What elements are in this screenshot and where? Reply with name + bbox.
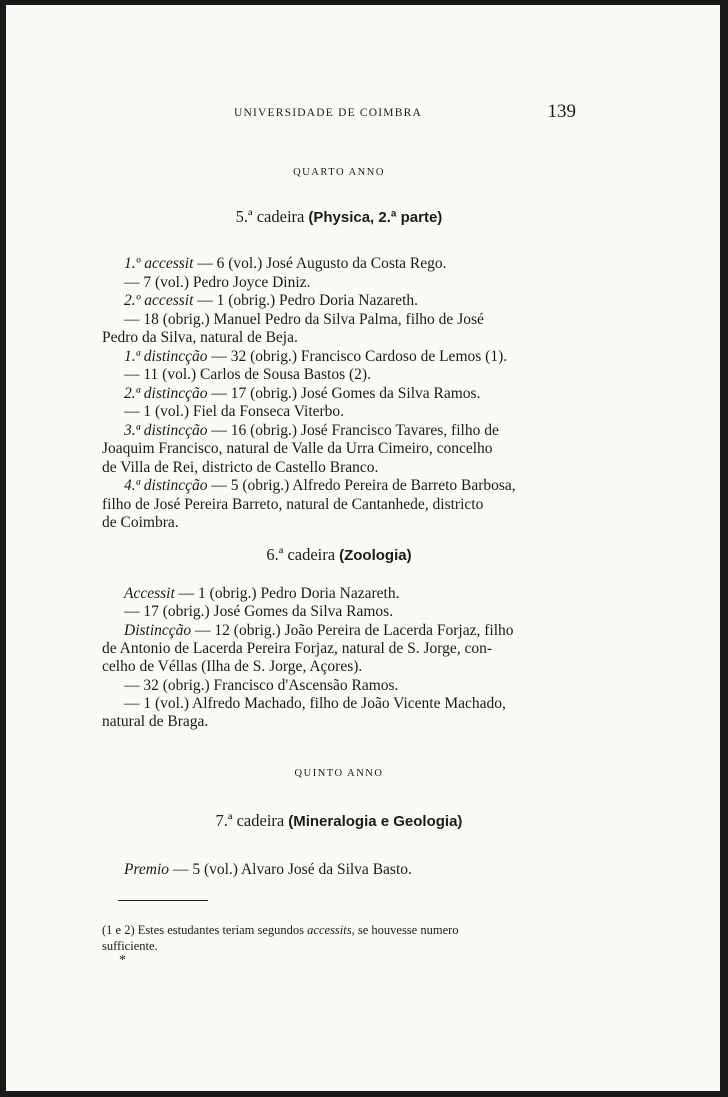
entry-rank: 2.º accessit bbox=[124, 292, 194, 309]
entry-line bbox=[102, 385, 576, 403]
entry-text: — 32 (obrig.) Francisco Cardoso de Lemos (1). bbox=[207, 347, 508, 365]
entry-text: — 12 (obrig.) João Pereira de Lacerda Forjaz, filho bbox=[191, 621, 514, 639]
year-heading-quinto: QUINTO ANNO bbox=[294, 768, 384, 779]
entry-rank: 2.ª distincção bbox=[124, 384, 208, 402]
entry-line bbox=[102, 329, 576, 347]
entry-line bbox=[102, 422, 576, 440]
entry-line bbox=[102, 658, 576, 676]
entry-rank: 4.ª distincção bbox=[124, 477, 208, 494]
cadeira-7-heading bbox=[102, 811, 576, 831]
cadeira-5-list bbox=[102, 255, 576, 535]
entry-text: — 32 (obrig.) Francisco d'Ascensão Ramos. bbox=[124, 676, 399, 694]
entry-text: — 1 (vol.) Fiel da Fonseca Viterbo. bbox=[124, 403, 345, 420]
entry-line bbox=[102, 292, 576, 310]
entry-line bbox=[102, 514, 576, 532]
page-number: 139 bbox=[547, 101, 576, 122]
entry-rank: Distincção bbox=[124, 621, 192, 639]
entry-line bbox=[102, 861, 576, 879]
signature-mark: * bbox=[119, 953, 126, 968]
footnote-text-a: (1 e 2) Estes estudantes teriam segundos bbox=[102, 923, 308, 937]
footnote-text-b: se houvesse numero bbox=[354, 923, 459, 937]
entry-text: filho de José Pereira Barreto, natural de Cantanhede, districto bbox=[102, 495, 484, 513]
entry-rank: Accessit bbox=[124, 585, 175, 602]
entry-text: de Antonio de Lacerda Pereira Forjaz, natural de S. Jorge, con- bbox=[102, 639, 493, 657]
entry-line bbox=[102, 640, 576, 658]
entry-line bbox=[102, 366, 576, 384]
entry-line bbox=[102, 496, 576, 514]
footnote-line-1 bbox=[102, 923, 576, 938]
entry-text: — 1 (vol.) Alfredo Machado, filho de João Vicente Machado, bbox=[124, 694, 506, 712]
entry-text: de Villa de Rei, districto de Castello Branco. bbox=[102, 458, 379, 476]
entry-text: — 5 (vol.) Alvaro José da Silva Basto. bbox=[169, 861, 412, 878]
entry-text: — 17 (obrig.) José Gomes da Silva Ramos. bbox=[124, 603, 394, 621]
footnote-emphasis: accessits, bbox=[307, 923, 355, 937]
entry-text: — 1 (obrig.) Pedro Doria Nazareth. bbox=[174, 585, 400, 602]
entry-line bbox=[102, 311, 576, 329]
entry-line bbox=[102, 440, 576, 458]
entry-text: — 6 (vol.) José Augusto da Costa Rego. bbox=[193, 255, 447, 272]
footnote-line-2: sufficiente. bbox=[102, 939, 158, 953]
cadeira-5-label: 5.ª cadeira bbox=[235, 207, 305, 226]
entry-text: — 18 (obrig.) Manuel Pedro da Silva Palma, filho de José bbox=[124, 310, 484, 328]
entry-rank: 1.ª distincção bbox=[124, 347, 208, 365]
entry-line bbox=[102, 677, 576, 695]
entry-rank: 1.º accessit bbox=[124, 255, 194, 272]
entry-rank: Premio bbox=[124, 861, 170, 878]
entry-text: — 17 (obrig.) José Gomes da Silva Ramos. bbox=[207, 384, 481, 402]
cadeira-5-heading bbox=[102, 207, 576, 227]
cadeira-6-list bbox=[102, 585, 576, 745]
entry-line bbox=[102, 255, 576, 273]
entry-line bbox=[102, 403, 576, 421]
entry-text: — 11 (vol.) Carlos de Sousa Bastos (2). bbox=[124, 366, 371, 383]
cadeira-6-label: 6.ª cadeira bbox=[266, 545, 336, 564]
entry-line bbox=[102, 713, 576, 731]
entry-rank: 3.ª distincção bbox=[124, 421, 208, 439]
cadeira-7-subject: (Mineralogia e Geologia) bbox=[288, 813, 463, 830]
entry-line bbox=[102, 695, 576, 713]
entry-text: de Coimbra. bbox=[102, 514, 179, 531]
entry-text: — 1 (obrig.) Pedro Doria Nazareth. bbox=[193, 292, 419, 309]
running-head: UNIVERSIDADE DE COIMBRA bbox=[234, 107, 422, 119]
entry-line bbox=[102, 348, 576, 366]
entry-line bbox=[102, 477, 576, 495]
entry-line bbox=[102, 274, 576, 292]
cadeira-7-label: 7.ª cadeira bbox=[215, 811, 285, 830]
cadeira-5-subject: (Physica, 2.ª parte) bbox=[308, 209, 443, 226]
entry-text: Pedro da Silva, natural de Beja. bbox=[102, 329, 298, 346]
cadeira-6-subject: (Zoologia) bbox=[339, 547, 412, 564]
book-page bbox=[6, 5, 720, 1091]
entry-line bbox=[102, 603, 576, 621]
cadeira-6-heading bbox=[102, 545, 576, 565]
entry-text: Joaquim Francisco, natural de Valle da Urra Cimeiro, concelho bbox=[102, 440, 493, 457]
year-heading-quarto: QUARTO ANNO bbox=[293, 167, 385, 178]
entry-line bbox=[102, 622, 576, 640]
cadeira-7-list bbox=[102, 861, 576, 885]
entry-text: — 5 (obrig.) Alfredo Pereira de Barreto Barbosa, bbox=[207, 477, 516, 494]
entry-text: — 7 (vol.) Pedro Joyce Diniz. bbox=[124, 273, 311, 291]
entry-text: natural de Braga. bbox=[102, 713, 209, 731]
page-header bbox=[110, 101, 576, 125]
entry-line bbox=[102, 585, 576, 603]
entry-text: — 16 (obrig.) José Francisco Tavares, filho de bbox=[207, 421, 499, 439]
entry-line bbox=[102, 459, 576, 477]
footnote-rule bbox=[118, 900, 208, 901]
entry-text: celho de Véllas (Ilha de S. Jorge, Açores). bbox=[102, 658, 363, 676]
